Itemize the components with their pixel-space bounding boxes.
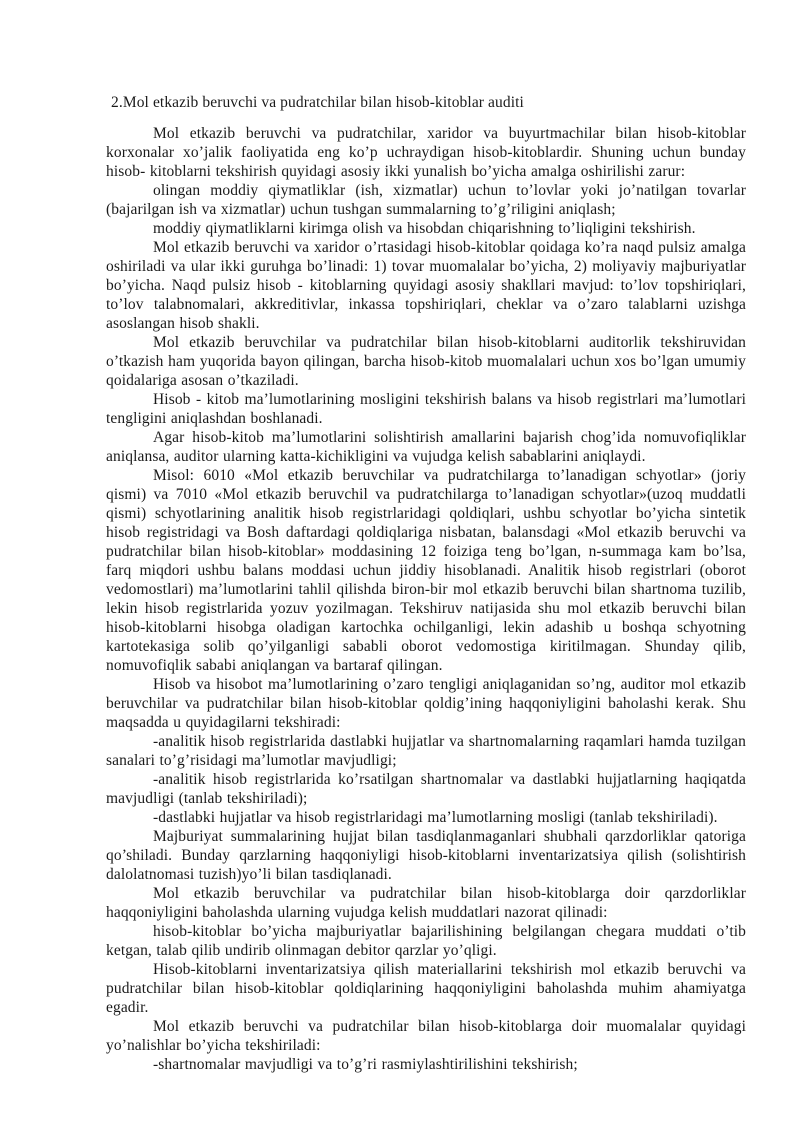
paragraph-equality-check: Hisob va hisobot ma’lumotlarining o’zaro tengligi aniqlaganidan so’ng, auditor mol etkazib beruvchilar va pudratchilar bilan hisob-kitoblar qoldig’ining haqqoniyligini baholashi kerak. Shu maqsadda u quyidagilarni tekshiradi: bbox=[106, 676, 746, 731]
paragraph-direction-1: olingan moddiy qiymatliklar (ish, xizmatlar) uchun to’lovlar yoki jo’natilgan tovarlar (bajarilgan ish va xizmatlar) uchun tushgan summalarning to’g’riligini aniqlash; bbox=[106, 182, 746, 218]
paragraph-example-6010-7010: Misol: 6010 «Mol etkazib beruvchilar va pudratchilarga to’lanadigan schyotlar» (joriy qismi) va 7010 «Mol etkazib beruvchil va pudratchilarga to’lanadigan schyotlar»(uzoq muddatli qismi) schyotlarining analitik hisob registrlaridagi qoldiqlari, ushbu schyotlar bo’yicha sintetik hisob registridagi va Bosh daftardagi qoldiqlariga nisbatan, balansdagi «Mol etkazib beruvchi va pudratchilar bilan hisob-kitoblar» moddasining 12 foiziga teng bo’lgan, n-summaga kam bo’lsa, farq miqdori ushbu balans moddasi uchun jiddiy hisoblanadi. Analitik hisob registrlari (oborot vedomostlari) ma’lumotlarini tahlil qilishda biron-bir mol etkazib beruvchi bilan shartnoma tuzilib, lekin hisob registrlarida yozuv yozilmagan. Tekshiruv natijasida shu mol etkazib beruvchi bilan hisob-kitoblarni hisobga oladigan kartochka ochilganligi, lekin adashib u boshqa schyotning kartotekasiga solib qo’yilganligi sababli oborot vedomostiga kiritilmagan. Shunday qilib, nomuvofiqlik sababi aniqlangan va bartaraf qilingan. bbox=[106, 467, 746, 674]
paragraph-check-directions: Mol etkazib beruvchi va pudratchilar bilan hisob-kitoblarga doir muomalalar quyidagi yo’nalishlar bo’yicha tekshiriladi: bbox=[106, 1018, 746, 1054]
document-title: 2.Mol etkazib beruvchi va pudratchilar bilan hisob-kitoblar auditi bbox=[111, 94, 524, 111]
paragraph-check-item-contracts: -analitik hisob registrlarida ko’rsatilgan shartnomalar va dastlabki hujjatlarning haqiqatda mavjudligi (tanlab tekshiriladi); bbox=[106, 771, 746, 807]
paragraph-overdue-debts: hisob-kitoblar bo’yicha majburiyatlar bajarilishining belgilangan chegara muddati o’tib ketgan, talab qilib undirib olinmagan debitor qarzlar yo’qligi. bbox=[106, 923, 746, 959]
paragraph-direction-2: moddiy qiymatliklarni kirimga olish va hisobdan chiqarishning to’liqligini tekshirish. bbox=[153, 220, 696, 237]
paragraph-inventory-materials: Hisob-kitoblarni inventarizatsiya qilish materiallarini tekshirish mol etkazib beruvchi va pudratchilar bilan hisob-kitoblar qoldiqlarining haqqoniyligini baholashda muhim ahamiyatga egadir. bbox=[106, 961, 746, 1016]
paragraph-discrepancies: Agar hisob-kitob ma’lumotlarini solishtirish amallarini bajarish chog’ida nomuvofiqliklar aniqlansa, auditor ularning katta-kichikligini va vujudga kelish sabablarini aniqlaydi. bbox=[106, 429, 746, 465]
paragraph-contracts-check: -shartnomalar mavjudligi va to’g’ri rasmiylashtirilishini tekshirish; bbox=[153, 1056, 578, 1073]
paragraph-audit-general-rules: Mol etkazib beruvchilar va pudratchilar bilan hisob-kitoblarni auditorlik tekshiruvidan o’tkazish ham yuqorida bayon qilingan, barcha hisob-kitob muomalalari uchun xos bo’lgan umumiy qoidalariga asosan o’tkaziladi. bbox=[106, 334, 746, 389]
paragraph-intro: Mol etkazib beruvchi va pudratchilar, xaridor va buyurtmachilar bilan hisob-kitoblar korxonalar xo’jalik faoliyatida eng ko’p uchraydigan hisob-kitoblardir. Shuning uchun bunday hisob- kitoblarni tekshirish quyidagi asosiy ikki yunalish bo’yicha amalga oshirilishi zarur: bbox=[106, 125, 746, 180]
paragraph-debt-terms-control: Mol etkazib beruvchilar va pudratchilar bilan hisob-kitoblarga doir qarzdorliklar haqqoniyligini baholashda ularning vujudga kelish muddatlari nazorat qilinadi: bbox=[106, 885, 746, 921]
paragraph-check-item-registers: -analitik hisob registrlarida dastlabki hujjatlar va shartnomalarning raqamlari hamda tuzilgan sanalari to’g’risidagi ma’lumotlar mavjudligi; bbox=[106, 733, 746, 769]
paragraph-doubtful-debts: Majburiyat summalarining hujjat bilan tasdiqlanmaganlari shubhali qarzdorliklar qatoriga qo’shiladi. Bunday qarzlarning haqqoniyligi hisob-kitoblarni inventarizatsiya qilish (solishtirish dalolatnomasi tuzish)yo’li bilan tasdiqlanadi. bbox=[106, 828, 746, 883]
paragraph-balance-check: Hisob - kitob ma’lumotlarining mosligini tekshirish balans va hisob registrlari ma’lumotlari tengligini aniqlashdan boshlanadi. bbox=[106, 391, 746, 427]
paragraph-check-item-documents: -dastlabki hujjatlar va hisob registrlaridagi ma’lumotlarning mosligi (tanlab tekshiriladi). bbox=[153, 809, 718, 826]
paragraph-cashless-forms: Mol etkazib beruvchi va xaridor o’rtasidagi hisob-kitoblar qoidaga ko’ra naqd pulsiz amalga oshiriladi va ular ikki guruhga bo’linadi: 1) tovar muomalalar bo’yicha, 2) moliyaviy majburiyatlar bo’yicha. Naqd pulsiz hisob - kitoblarning quyidagi asosiy shakllari mavjud: to’lov topshiriqlari, to’lov talabnomalari, akkreditivlar, inkassa topshiriqlari, cheklar va o’zaro talablarni uzishga asoslangan hisob shakli. bbox=[106, 239, 746, 332]
